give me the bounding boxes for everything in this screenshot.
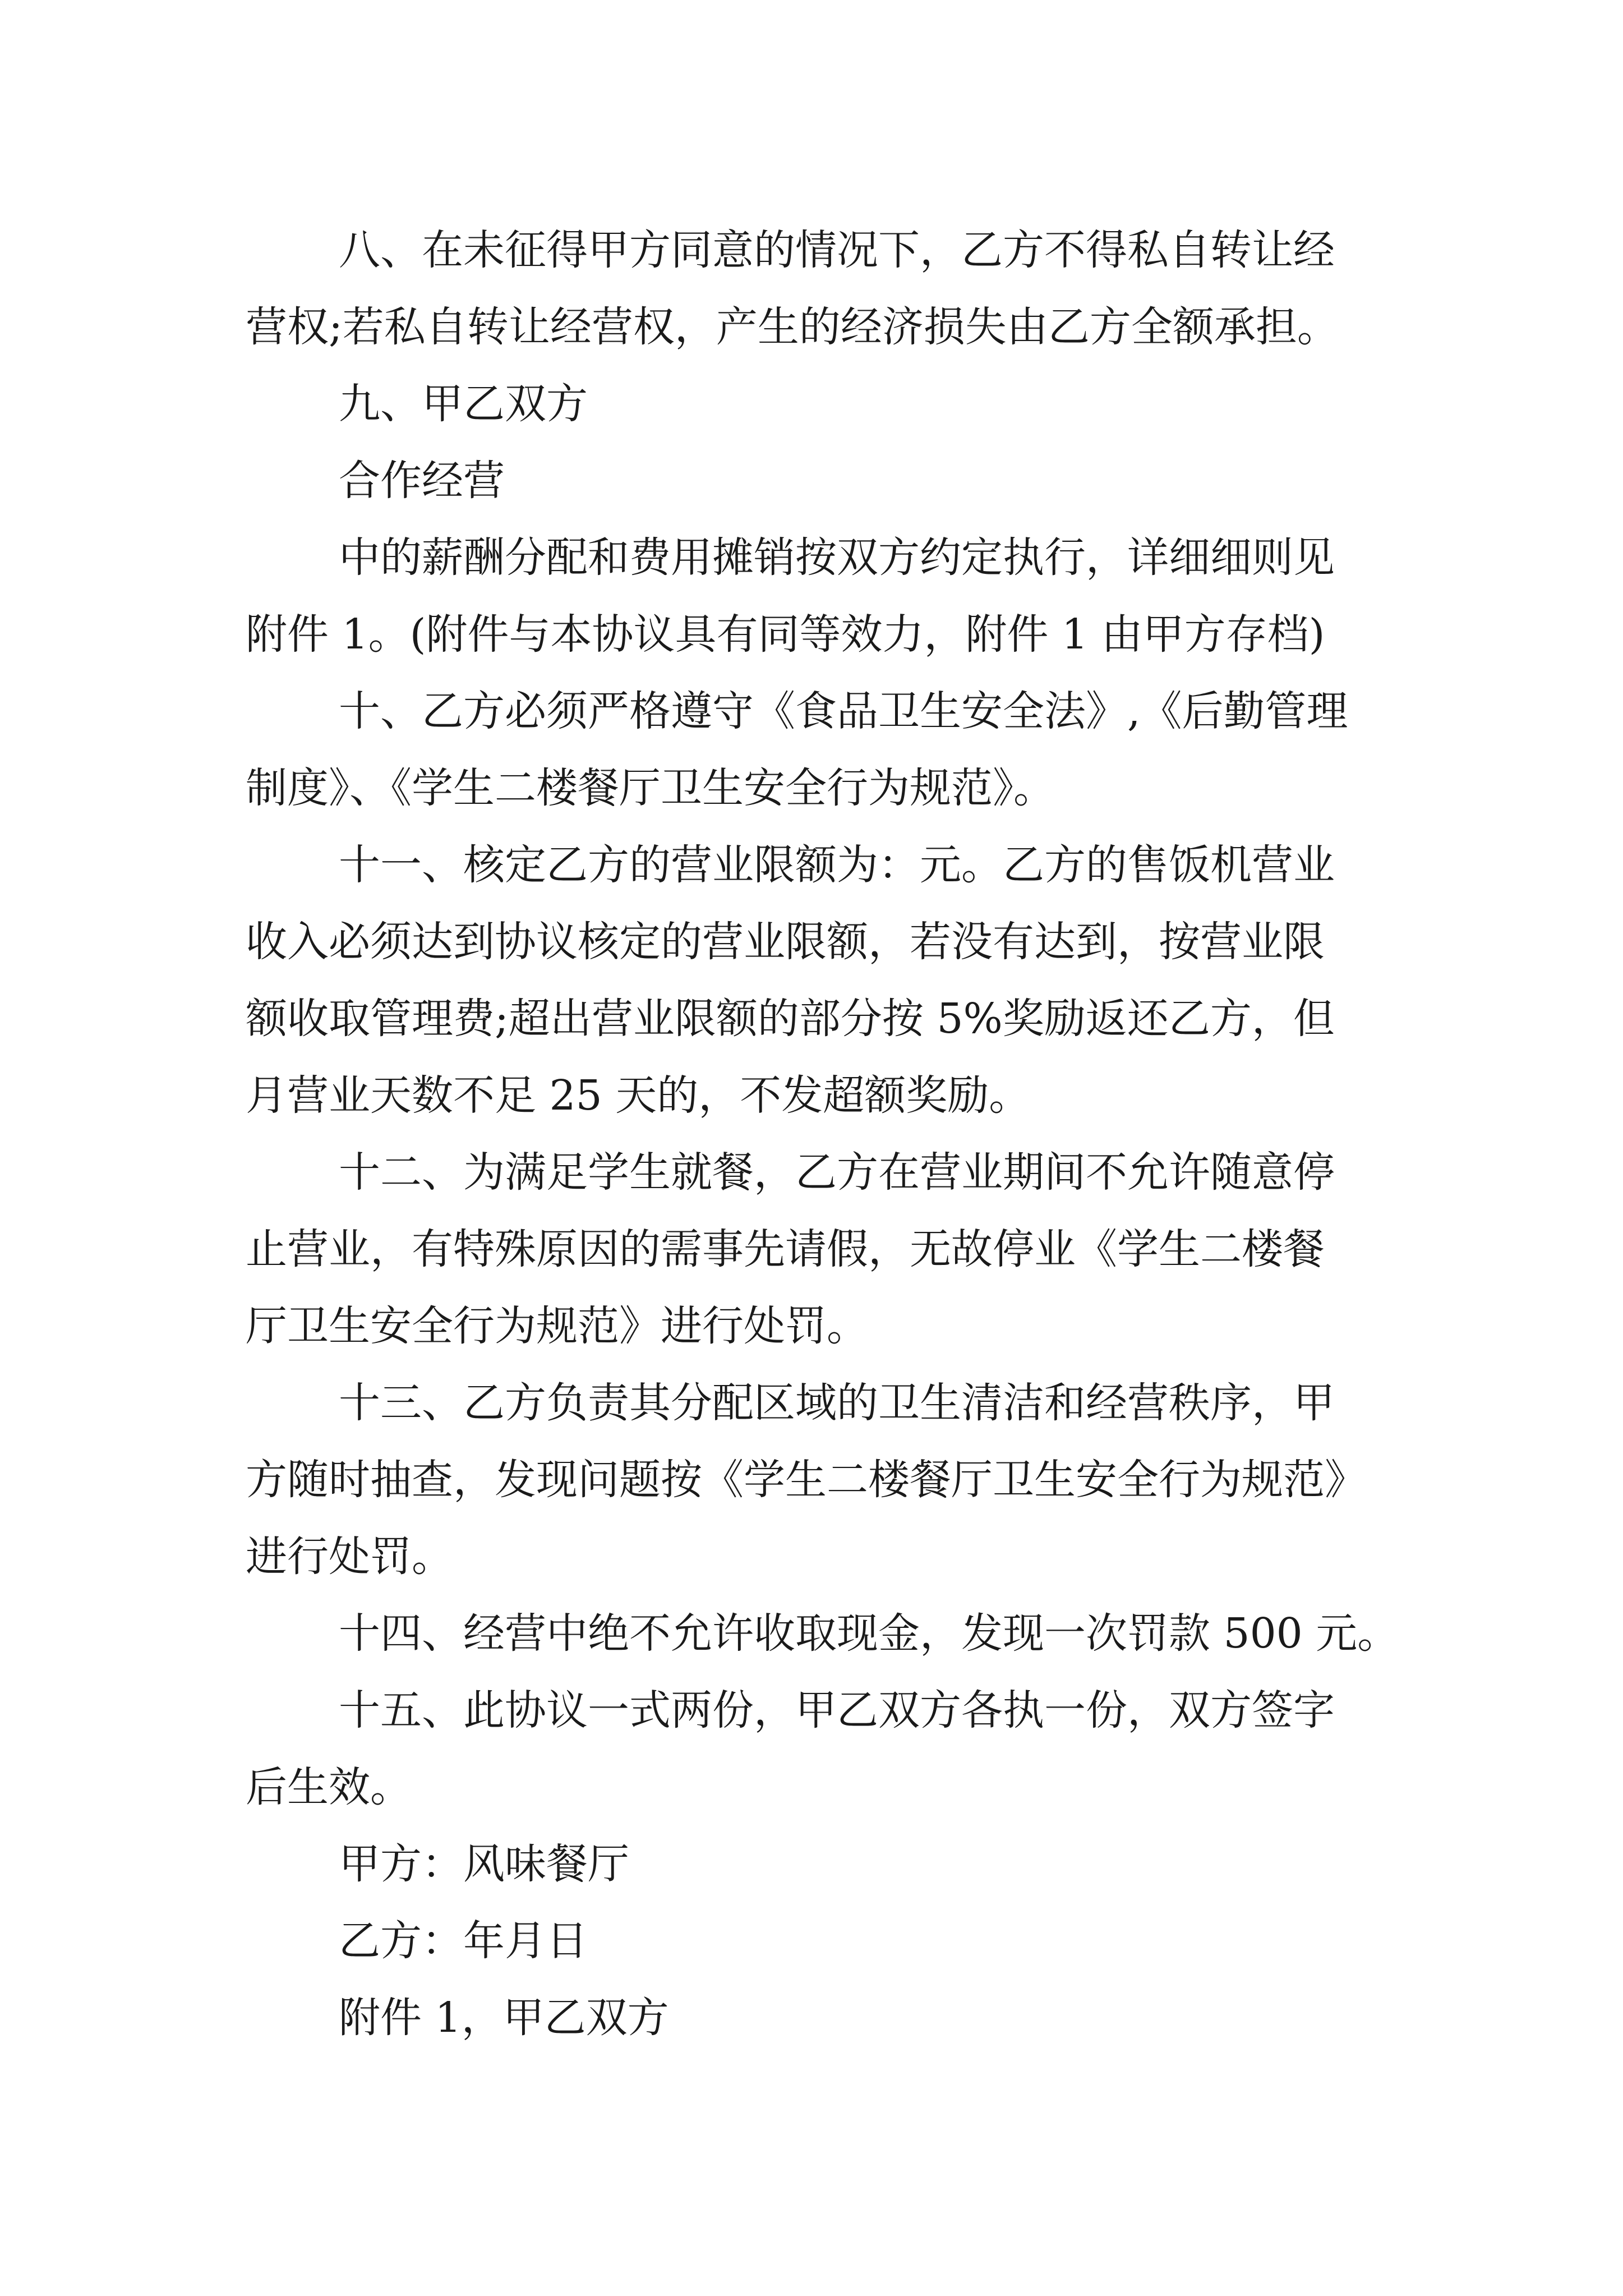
text-line: 十四、经营中绝不允许收取现金，发现一次罚款 500 元。 xyxy=(339,1609,1399,1658)
text-line: 后生效。 xyxy=(246,1763,412,1811)
text-line: 九、甲乙双方 xyxy=(339,380,588,428)
text-line: 营权;若私自转让经营权，产生的经济损失由乙方全额承担。 xyxy=(246,303,1339,351)
document-body xyxy=(246,212,1408,2056)
text-line: 厅卫生安全行为规范》进行处罚。 xyxy=(246,1302,868,1350)
text-line: 十五、此协议一式两份，甲乙双方各执一份，双方签字 xyxy=(339,1686,1335,1734)
text-line: 乙方：年月日 xyxy=(339,1917,588,1965)
text-line: 中的薪酬分配和费用摊销按双方约定执行，详细细则见 xyxy=(339,533,1335,582)
text-line: 甲方：风味餐厅 xyxy=(339,1840,629,1888)
text-line: 十、乙方必须严格遵守《食品卫生安全法》,《后勤管理 xyxy=(339,687,1348,735)
text-line: 十一、核定乙方的营业限额为：元。乙方的售饭机营业 xyxy=(339,841,1335,889)
text-line: 进行处罚。 xyxy=(246,1533,453,1581)
text-line: 十二、为满足学生就餐，乙方在营业期间不允许随意停 xyxy=(339,1148,1335,1197)
text-line: 附件 1。(附件与本协议具有同等效力，附件 1 由甲方存档) xyxy=(246,610,1325,659)
text-line: 十三、乙方负责其分配区域的卫生清洁和经营秩序，甲 xyxy=(339,1379,1335,1427)
text-line: 收入必须达到协议核定的营业限额，若没有达到，按营业限 xyxy=(246,918,1325,966)
text-line: 额收取管理费;超出营业限额的部分按 5%奖励返还乙方，但 xyxy=(246,995,1335,1043)
text-line: 八、在未征得甲方同意的情况下，乙方不得私自转让经 xyxy=(339,226,1335,274)
text-line: 附件 1，甲乙双方 xyxy=(339,1994,669,2042)
text-line: 制度》、《学生二楼餐厅卫生安全行为规范》。 xyxy=(246,764,1055,812)
text-line: 止营业，有特殊原因的需事先请假，无故停业《学生二楼餐 xyxy=(246,1225,1325,1273)
text-line: 合作经营 xyxy=(339,457,505,505)
text-line: 方随时抽查，发现问题按《学生二楼餐厅卫生安全行为规范》 xyxy=(246,1456,1366,1504)
text-line: 月营业天数不足 25 天的，不发超额奖励。 xyxy=(246,1071,1031,1120)
